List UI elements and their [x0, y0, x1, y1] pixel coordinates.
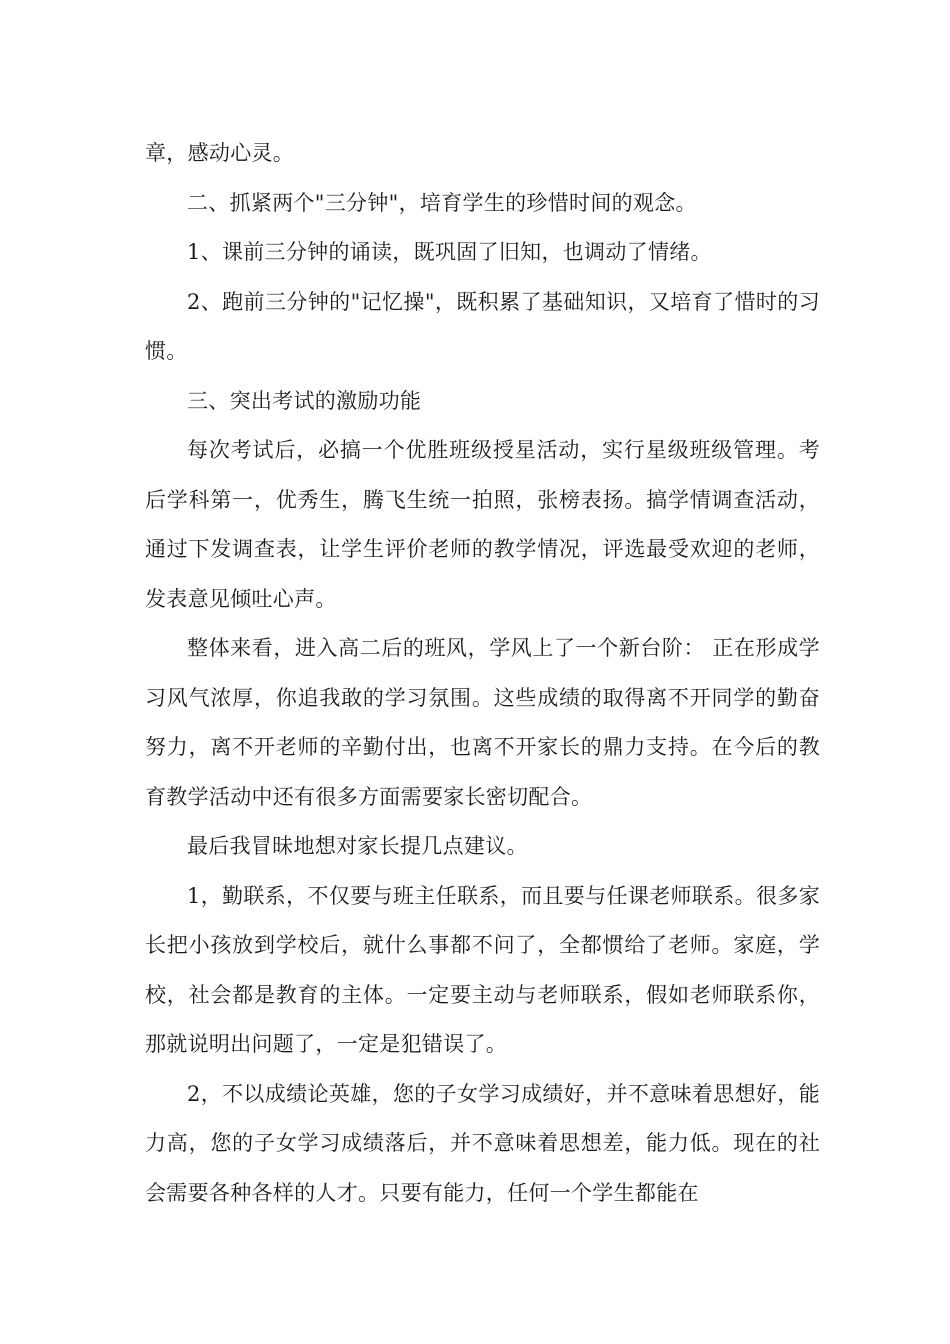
paragraph-8: 最后我冒昧地想对家长提几点建议。: [187, 834, 528, 858]
paragraph-2: 二、抓紧两个"三分钟"，培育学生的珍惜时间的观念。: [187, 190, 697, 215]
document-body: [145, 129, 820, 1218]
paragraph-1: 章，感动心灵。: [145, 141, 295, 165]
paragraph-3: 1、课前三分钟的诵读，既巩固了旧知，也调动了情绪。: [187, 240, 712, 264]
paragraph-9: 1，勤联系，不仅要与班主任联系，而且要与任课老师联系。很多家长把小孩放到学校后，就什么事都不问了，全都惯给了老师。家庭，学校，社会都是教育的主体。一定要主动与老师联系，假如老师联系你，那就说明出问题了，一定是犯错误了。: [145, 883, 820, 1056]
paragraph-6: 每次考试后，必搞一个优胜班级授星活动，实行星级班级管理。考后学科第一，优秀生，腾飞生统一拍照，张榜表扬。搞学情调查活动，通过下发调查表，让学生评价老师的教学情况，评选最受欢迎的老师，发表意见倾吐心声。: [145, 438, 820, 611]
paragraph-4: 2、跑前三分钟的"记忆操"，既积累了基础知识，又培育了惜时的习惯。: [145, 289, 820, 363]
paragraph-5: 三、突出考试的激励功能: [187, 388, 422, 413]
paragraph-7: 整体来看，进入高二后的班风，学风上了一个新台阶： 正在形成学习风气浓厚，你追我敢的学习氛围。这些成绩的取得离不开同学的勤奋努力，离不开老师的辛勤付出，也离不开家长的鼎力支持。在今后的教育教学活动中还有很多方面需要家长密切配合。: [145, 636, 820, 809]
paragraph-10: 2，不以成绩论英雄，您的子女学习成绩好，并不意味着思想好，能力高，您的子女学习成绩落后，并不意味着思想差，能力低。现在的社会需要各种各样的人才。只要有能力，任何一个学生都能在: [145, 1081, 820, 1205]
